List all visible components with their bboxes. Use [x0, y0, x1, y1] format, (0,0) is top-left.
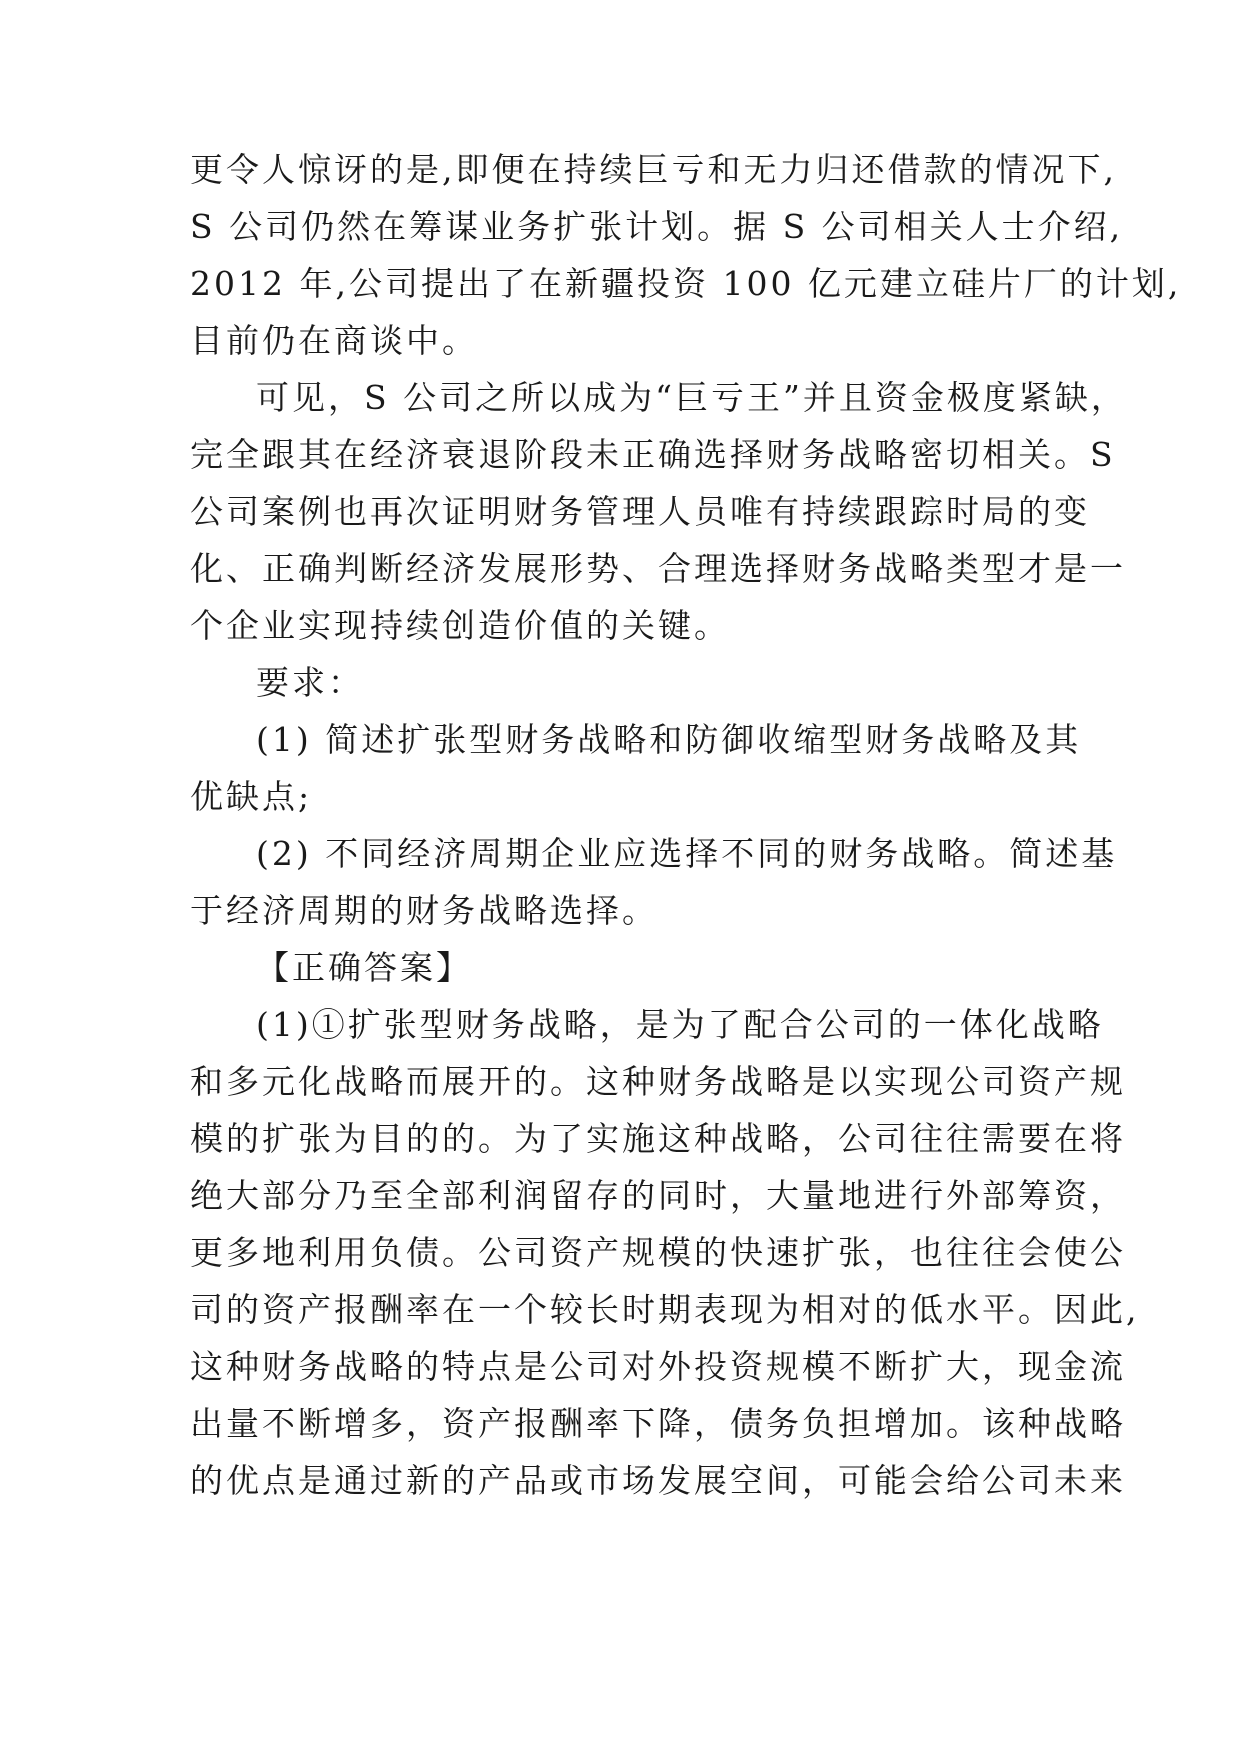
question-2: (2) 不同经济周期企业应选择不同的财务战略。简述基 — [256, 834, 1118, 873]
text-line: 更多地利用负债。公司资产规模的快速扩张，也往往会使公 — [190, 1233, 1126, 1272]
text-line: 于经济周期的财务战略选择。 — [190, 891, 658, 930]
text-line: 公司案例也再次证明财务管理人员唯有持续跟踪时局的变 — [190, 492, 1090, 531]
requirements-heading: 要求： — [256, 663, 364, 702]
text-line: 模的扩张为目的的。为了实施这种战略，公司往往需要在将 — [190, 1119, 1126, 1158]
text-line: 这种财务战略的特点是公司对外投资规模不断扩大，现金流 — [190, 1347, 1126, 1386]
answer-start-line: (1)①扩张型财务战略，是为了配合公司的一体化战略 — [256, 1005, 1104, 1044]
question-1: (1) 简述扩张型财务战略和防御收缩型财务战略及其 — [256, 720, 1082, 759]
text-line: 司的资产报酬率在一个较长时期表现为相对的低水平。因此, — [190, 1290, 1140, 1329]
text-line: 目前仍在商谈中。 — [190, 321, 478, 360]
text-line: S 公司仍然在筹谋业务扩张计划。据 S 公司相关人士介绍, — [190, 207, 1124, 246]
answer-heading: 【正确答案】 — [256, 948, 472, 987]
text-line: 更令人惊讶的是,即便在持续巨亏和无力归还借款的情况下, — [190, 150, 1117, 189]
text-line: 完全跟其在经济衰退阶段未正确选择财务战略密切相关。S — [190, 435, 1116, 474]
text-line: 和多元化战略而展开的。这种财务战略是以实现公司资产规 — [190, 1062, 1126, 1101]
text-line: 的优点是通过新的产品或市场发展空间，可能会给公司未来 — [190, 1461, 1126, 1500]
text-line: 优缺点; — [190, 777, 313, 816]
text-line: 化、正确判断经济发展形势、合理选择财务战略类型才是一 — [190, 549, 1126, 588]
text-line: 出量不断增多，资产报酬率下降，债务负担增加。该种战略 — [190, 1404, 1126, 1443]
text-line: 个企业实现持续创造价值的关键。 — [190, 606, 730, 645]
text-line: 绝大部分乃至全部利润留存的同时，大量地进行外部筹资， — [190, 1176, 1126, 1215]
paragraph-start-line: 可见，S 公司之所以成为“巨亏王”并且资金极度紧缺， — [256, 378, 1127, 417]
text-line: 2012 年,公司提出了在新疆投资 100 亿元建立硅片厂的计划, — [190, 264, 1182, 303]
